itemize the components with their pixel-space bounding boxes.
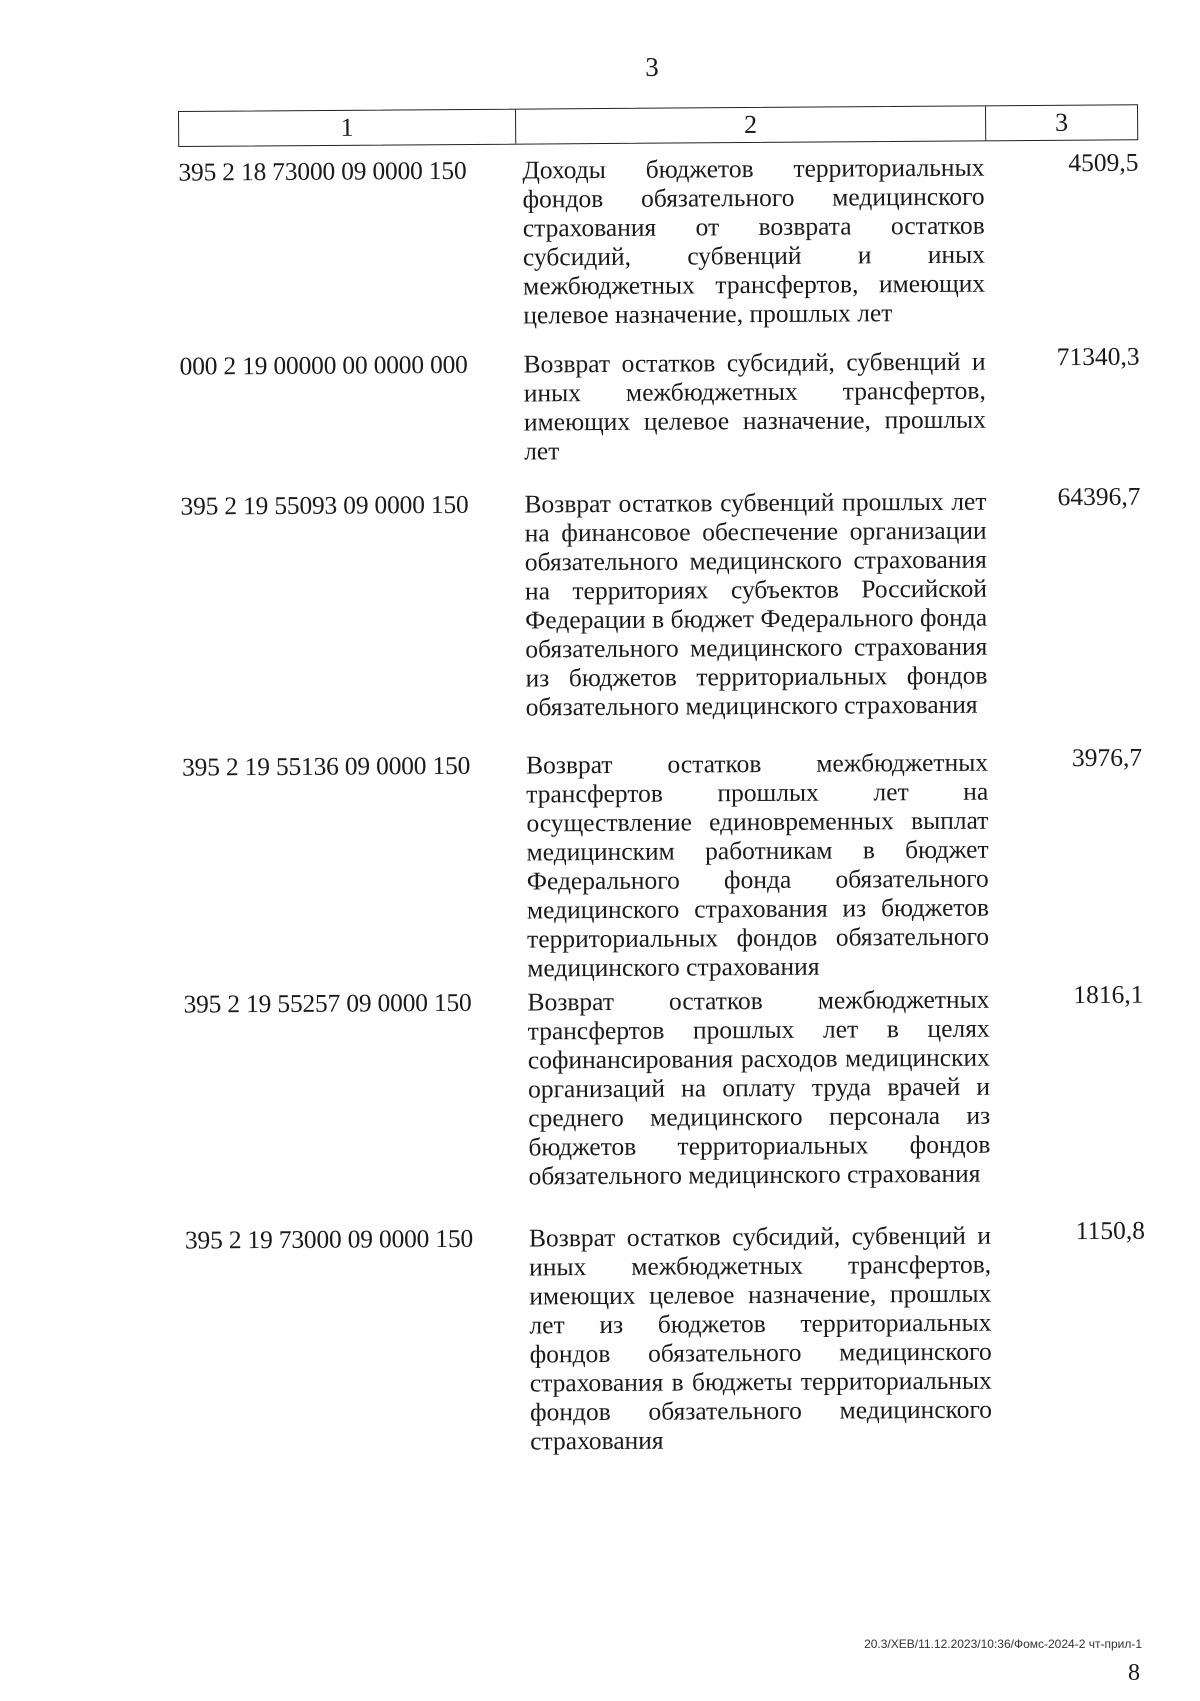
- row-amount: 3976,7: [1071, 742, 1143, 773]
- budget-code: 395 2 18 73000 09 0000 150: [178, 155, 467, 187]
- budget-code: 395 2 19 55257 09 0000 150: [183, 987, 472, 1019]
- row-amount: 1816,1: [1073, 979, 1144, 1010]
- column-header-3: 3: [1054, 107, 1069, 137]
- column-header-2: 2: [516, 106, 986, 143]
- document-reference: 20.3/ХЕВ/11.12.2023/10:36/Фомс-2024-2 чт-прил-1: [864, 1637, 1142, 1651]
- row-amount: 1150,8: [1075, 1215, 1146, 1246]
- row-description: Доходы бюджетов территориальных фондов обязательного медицинского страхования от возврата остатков субсидий, субвенций и иных межбюджетных трансфертов, имеющих целевое назначение, прошлых лет: [522, 152, 986, 330]
- row-amount: 71340,3: [1056, 341, 1140, 372]
- row-description: Возврат остатков субсидий, субвенций и иных межбюджетных трансфертов, имеющих целевое назначение, прошлых лет из бюджетов территориальных фондов обязательного медицинского страхования в бюджеты территориальных фондов обязательного медицинского страхования: [528, 1220, 993, 1456]
- budget-code: 395 2 19 55093 09 0000 150: [180, 489, 469, 521]
- budget-code: 000 2 19 00000 00 0000 000: [179, 349, 468, 381]
- table-row: [181, 742, 1143, 983]
- table-row: [183, 979, 1144, 1191]
- table-row: [180, 481, 1141, 722]
- row-amount: 4509,5: [1068, 147, 1139, 178]
- column-header-1: 1: [179, 110, 516, 146]
- budget-code: 395 2 19 55136 09 0000 150: [181, 750, 471, 782]
- table-row: [179, 341, 1140, 466]
- row-description: Возврат остатков межбюджетных трансфертов прошлых лет в целях софинансирования расходов медицинских организаций на оплату труда врачей и среднего медицинского персонала из бюджетов территориальных фондов обязательного медицинского страхования: [527, 984, 991, 1191]
- page-number: 3: [645, 52, 659, 82]
- row-amount: 64396,7: [1057, 481, 1141, 512]
- budget-code: 395 2 19 73000 09 0000 150: [184, 1223, 474, 1255]
- sheet-number: 8: [1128, 1660, 1140, 1686]
- row-description: Возврат остатков субсидий, субвенций и иных межбюджетных трансфертов, имеющих целевое назначение, прошлых лет: [523, 346, 987, 466]
- table-row: [184, 1215, 1146, 1456]
- row-description: Возврат остатков межбюджетных трансфертов прошлых лет на осуществление единовременных выплат медицинским работникам в бюджет Федерального фонда обязательного медицинского страхования из бюджетов территориальных фондов обязательного медицинского страхования: [525, 747, 990, 983]
- table-row: [178, 147, 1139, 330]
- row-description: Возврат остатков субвенций прошлых лет на финансовое обеспечение организации обязательного медицинского страхования на территориях субъектов Российской Федерации в бюджет Федерального фонда обязательного медицинского страхования из бюджетов территориальных фондов обязательного медицинского страхования: [524, 486, 988, 722]
